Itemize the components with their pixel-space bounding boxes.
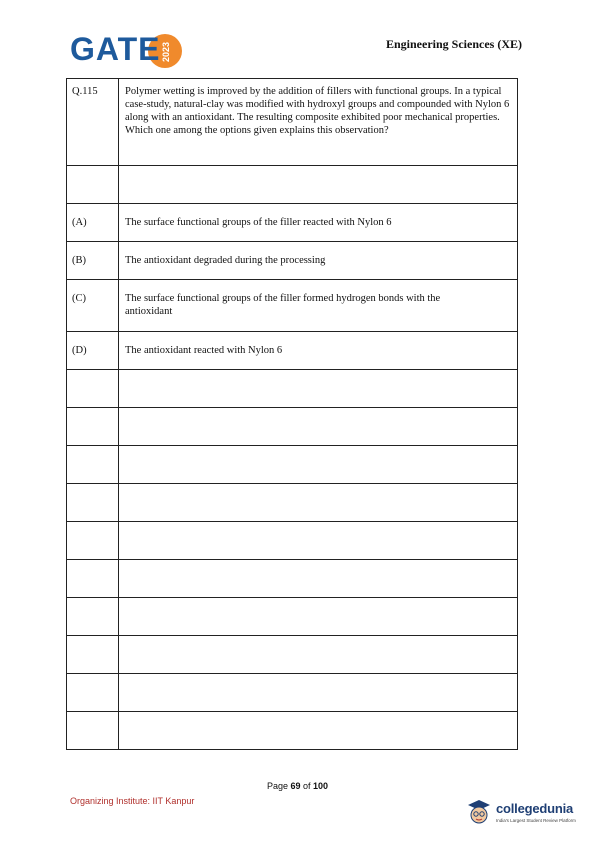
option-row-b (67, 242, 518, 280)
option-text: The surface functional groups of the filler reacted with Nylon 6 (119, 204, 518, 242)
blank-row (67, 674, 518, 712)
option-label: (B) (67, 242, 119, 280)
option-row-a (67, 204, 518, 242)
blank-row (67, 522, 518, 560)
option-row-d (67, 332, 518, 370)
page-prefix: Page (266, 781, 291, 791)
brand-name: collegedunia (496, 801, 574, 816)
option-label: (D) (67, 332, 119, 370)
page-current: 69 (290, 781, 301, 791)
page-of: of (300, 781, 314, 791)
gate-logo (70, 30, 190, 72)
blank-row (67, 446, 518, 484)
blank-row (67, 598, 518, 636)
logo-text: GATE (70, 31, 161, 67)
subject-title: Engineering Sciences (XE) (386, 37, 522, 51)
blank-row (67, 408, 518, 446)
question-row (67, 79, 518, 166)
option-label: (C) (67, 280, 119, 332)
option-label: (A) (67, 204, 119, 242)
blank-row (67, 370, 518, 408)
option-text: The antioxidant degraded during the processing (119, 242, 518, 280)
question-number: Q.115 (67, 79, 119, 166)
blank-row (67, 484, 518, 522)
brand-tagline: India's Largest Student Review Platform (496, 818, 576, 823)
organizing-institute: Organizing Institute: IIT Kanpur (70, 796, 195, 806)
blank-row (67, 560, 518, 598)
graduate-icon (466, 798, 492, 826)
option-text: The antioxidant reacted with Nylon 6 (119, 332, 518, 370)
option-row-c (67, 280, 518, 332)
blank-row (67, 166, 518, 204)
blank-row (67, 712, 518, 750)
collegedunia-logo (466, 796, 586, 832)
logo-year: 2023 (161, 41, 171, 63)
page-total: 100 (313, 781, 329, 791)
question-table (66, 78, 518, 750)
page-number (0, 781, 595, 791)
question-text: Polymer wetting is improved by the addition of fillers with functional groups. In a typical case-study, natural-clay was modified with hydroxyl groups and compounded with Nylon 6 along with an antioxidant. The resulting composite exhibited poor mechanical properties. Which one among the options given explains this observation? (119, 79, 518, 166)
blank-row (67, 636, 518, 674)
option-text: The surface functional groups of the filler formed hydrogen bonds with the antioxidant (119, 280, 518, 332)
